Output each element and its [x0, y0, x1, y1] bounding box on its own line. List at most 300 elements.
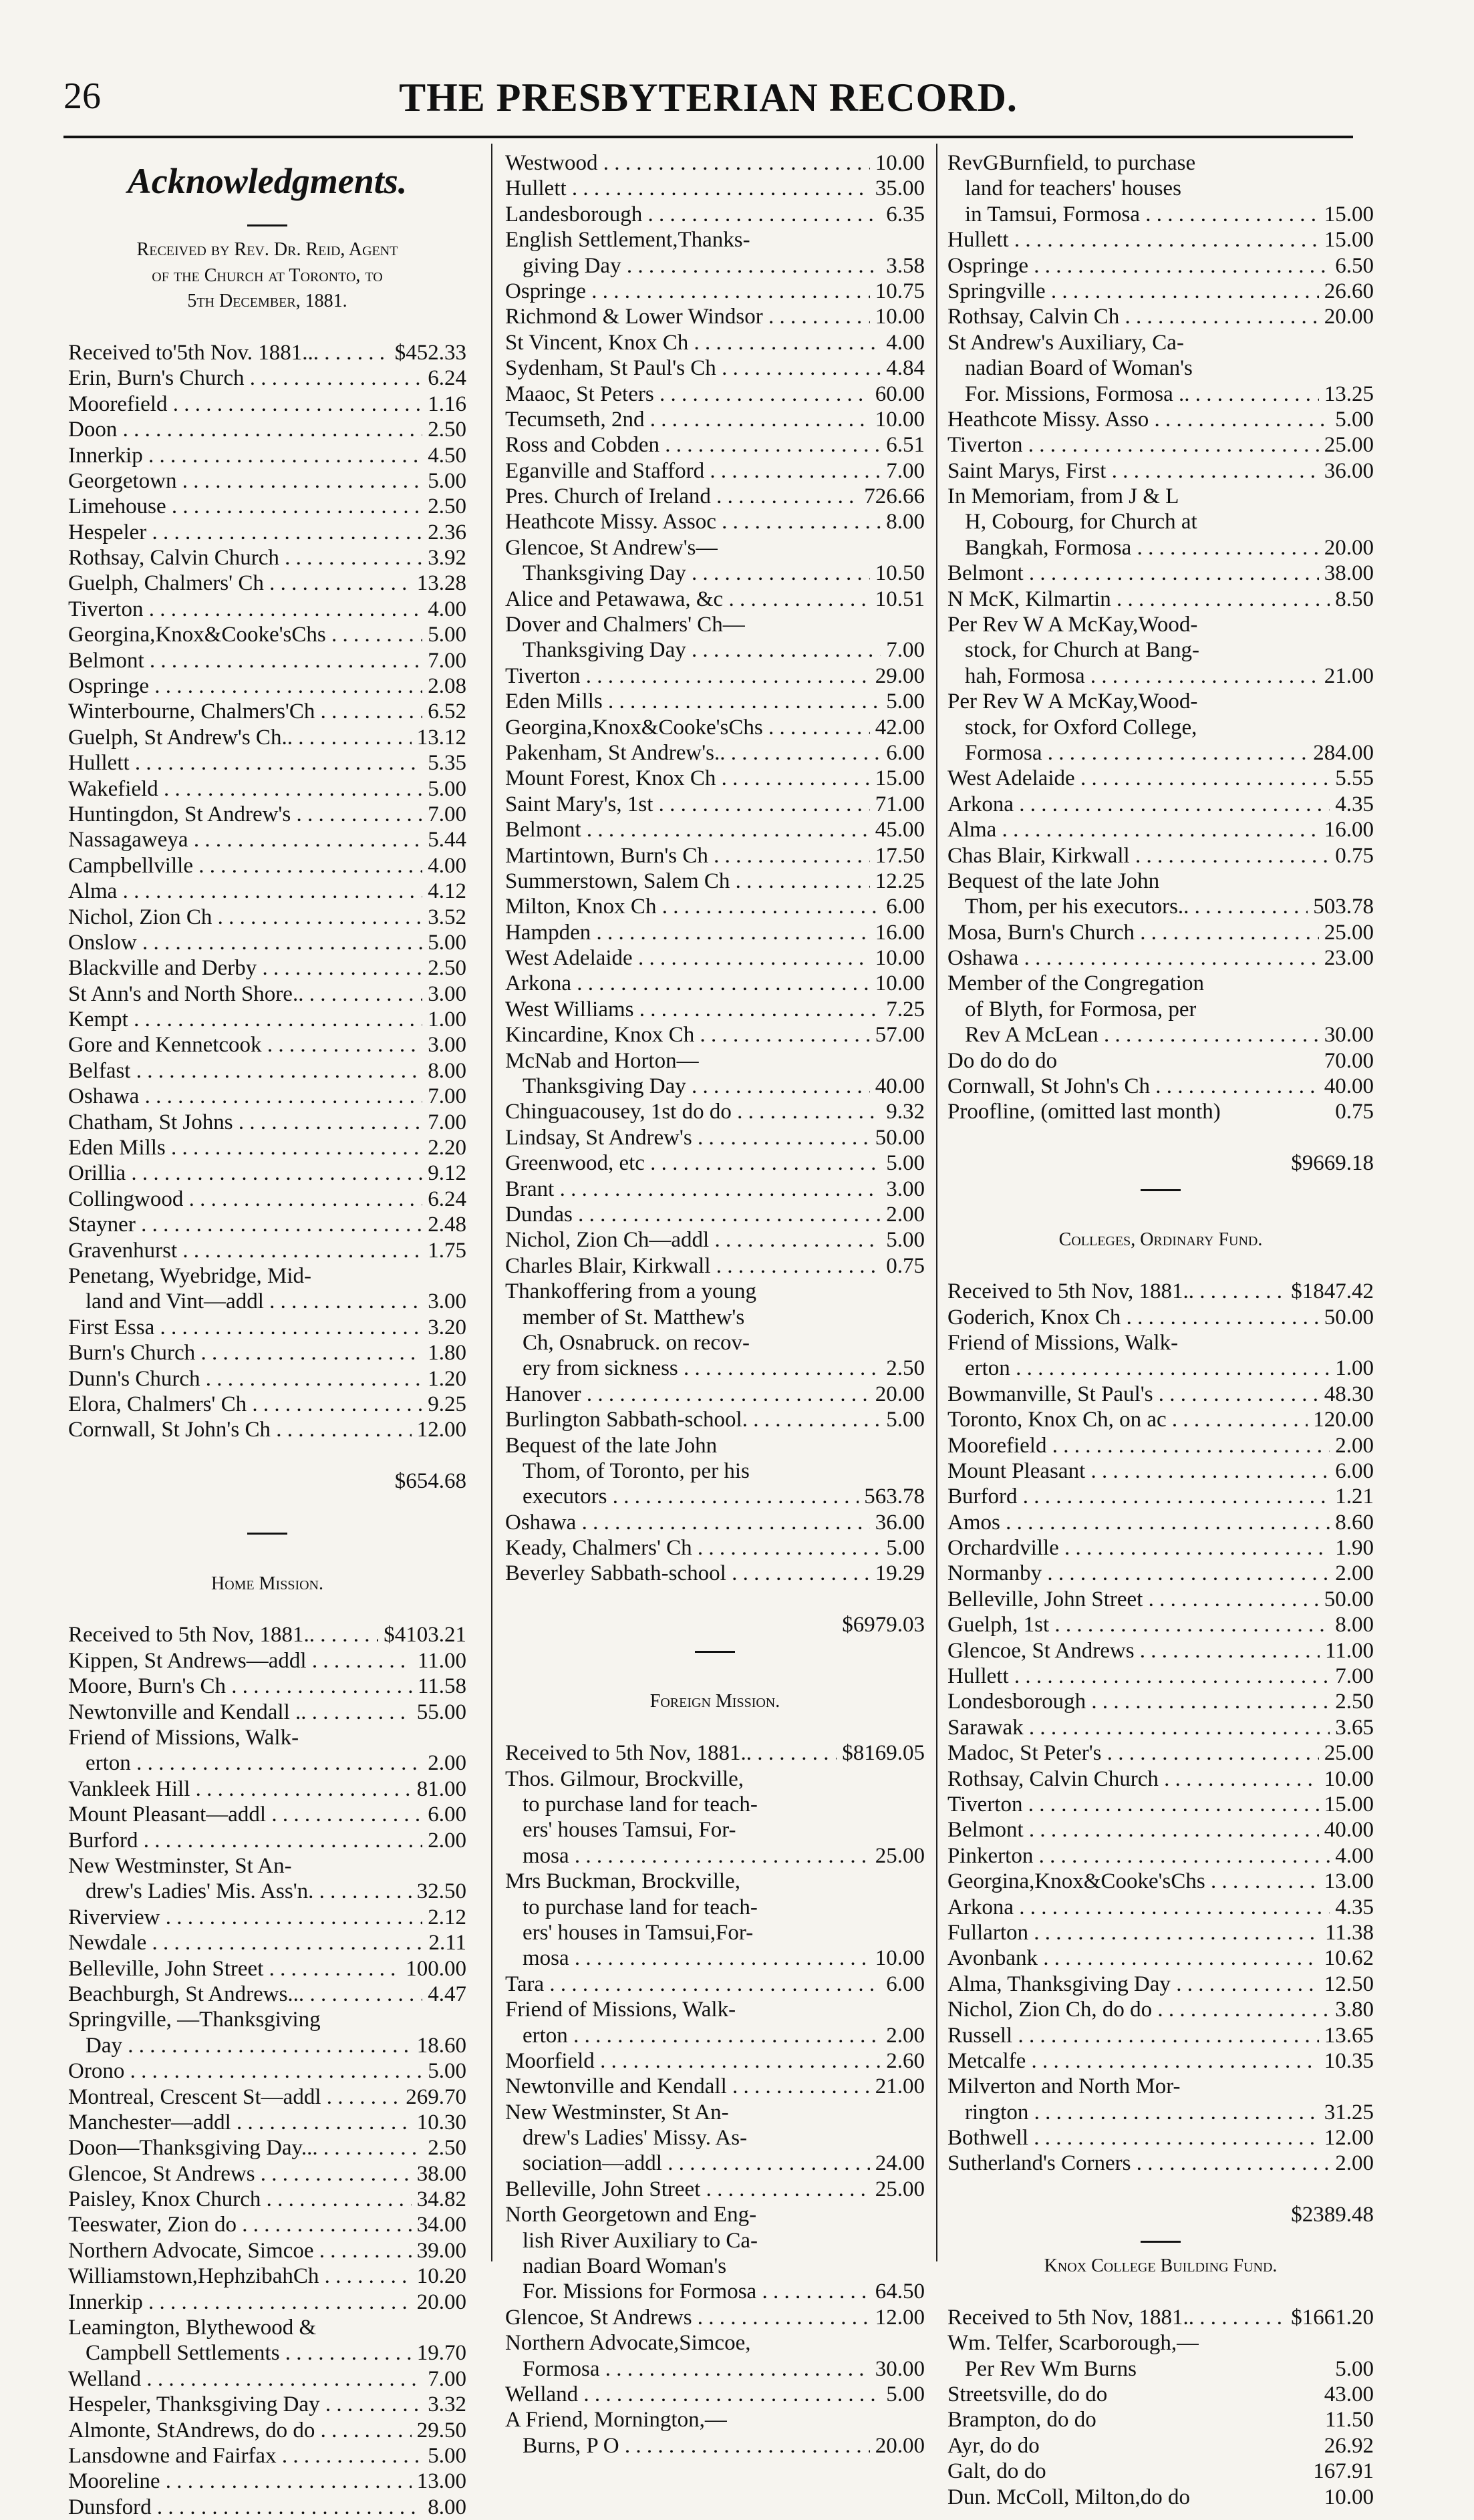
list-item — [505, 2048, 925, 2074]
item-label: Doon—Thanksgiving Day... . . . — [68, 2135, 422, 2161]
item-amount: 10.00 — [1324, 2485, 1374, 2509]
list-item — [505, 2356, 925, 2382]
item-amount: 64.50 — [875, 2279, 925, 2304]
item-amount: 5.35 — [428, 751, 466, 776]
item-amount: 2.00 — [886, 1203, 925, 1227]
item-label: Saint Marys, First . . . — [947, 458, 1319, 484]
item-amount: 5.00 — [428, 776, 466, 801]
list-item — [505, 2202, 925, 2227]
item-amount: 12.50 — [1324, 1972, 1374, 1996]
item-label: Arkona . . . — [947, 1895, 1330, 1920]
list-item — [68, 1750, 466, 1776]
list-item — [505, 535, 925, 561]
item-label: Ch, Osnabruck. on recov- — [523, 1330, 750, 1355]
item-amount: 23.00 — [1324, 946, 1374, 971]
divider — [947, 1176, 1374, 1202]
list-item — [947, 1945, 1374, 1971]
item-amount: 0.75 — [886, 1253, 925, 1278]
list-item — [947, 2023, 1374, 2048]
item-amount: 20.00 — [875, 2433, 925, 2458]
list-item — [505, 1407, 925, 1432]
item-amount: 20.00 — [1324, 535, 1374, 560]
item-amount: 269.70 — [406, 2084, 466, 2109]
list-item — [505, 1382, 925, 1407]
item-amount: 8.00 — [428, 2495, 466, 2519]
item-label: Day . . . — [86, 2033, 412, 2058]
item-amount: 7.00 — [1335, 1664, 1374, 1689]
item-label: Kincardine, Knox Ch . . . — [505, 1022, 870, 1048]
list-item — [947, 227, 1374, 253]
list-item — [947, 1587, 1374, 1612]
item-label: in Tamsui, Formosa . . . — [965, 202, 1319, 227]
list-item — [947, 2433, 1374, 2459]
spacer — [505, 1587, 925, 1612]
item-label: Sydenham, St Paul's Ch . . . — [505, 355, 881, 381]
spacer — [68, 1494, 466, 1520]
item-label: Eden Mills . . . — [68, 1135, 422, 1160]
list-item — [505, 202, 925, 227]
list-item — [947, 432, 1374, 458]
item-label: lish River Auxiliary to Ca- — [523, 2228, 758, 2253]
item-amount: 503.78 — [1313, 895, 1374, 919]
item-label: mosa . . . — [523, 1945, 870, 1971]
list-item — [947, 1792, 1374, 1817]
item-label: In Memoriam, from J & L — [947, 484, 1179, 509]
item-label: Moore, Burn's Ch . . . — [68, 1674, 412, 1699]
list-item — [68, 597, 466, 622]
item-label: Chinguacousey, 1st do do . . . — [505, 1099, 881, 1124]
item-amount: 10.50 — [875, 561, 925, 586]
item-label: Maaoc, St Peters . . . — [505, 381, 870, 407]
item-label: RevGBurnfield, to purchase — [947, 150, 1196, 175]
section-heading: Received by Rev. Dr. Reid, Agent — [136, 239, 398, 261]
section-heading: of the Church at Toronto, to — [152, 265, 383, 286]
item-label: Mount Pleasant . . . — [947, 1458, 1330, 1484]
item-label: Northern Advocate,Simcoe, — [505, 2331, 751, 2356]
item-label: Bequest of the late John — [947, 869, 1160, 893]
item-amount: 1.20 — [428, 1366, 466, 1391]
item-amount: 40.00 — [1324, 1074, 1374, 1099]
list-item — [68, 1725, 466, 1750]
item-amount: 2.50 — [428, 418, 466, 442]
item-amount: 726.66 — [864, 484, 925, 509]
item-label: Friend of Missions, Walk- — [68, 1726, 299, 1750]
item-amount: 21.00 — [875, 2074, 925, 2099]
item-amount: 12.25 — [875, 869, 925, 893]
list-item — [505, 150, 925, 176]
list-item — [947, 663, 1374, 689]
item-amount: 7.00 — [428, 648, 466, 673]
list-item — [68, 2033, 466, 2058]
item-label: Gravenhurst . . . — [68, 1238, 422, 1263]
list-item — [68, 1905, 466, 1930]
item-amount: 8.00 — [886, 510, 925, 534]
item-label: N McK, Kilmartin . . . — [947, 587, 1330, 612]
item-label: Thos. Gilmour, Brockville, — [505, 1766, 744, 1791]
item-label: Thom, per his executors.. . . . — [965, 894, 1308, 919]
list-item — [68, 2007, 466, 2032]
item-label: Received to'5th Nov. 1881... . . . — [68, 340, 390, 365]
item-amount: 7.00 — [886, 458, 925, 483]
item-label: Rothsay, Calvin Ch . . . — [947, 304, 1319, 329]
list-item — [505, 2305, 925, 2330]
spacer — [947, 1202, 1374, 1227]
list-item — [947, 407, 1374, 432]
list-item — [68, 520, 466, 545]
section-heading: 5th December, 1881. — [187, 291, 347, 312]
section-total: $654.68 — [394, 1469, 466, 1494]
item-amount: 5.00 — [886, 2382, 925, 2406]
item-label: Received to 5th Nov, 1881.. . . . — [947, 1279, 1286, 1304]
item-amount: 13.25 — [1324, 381, 1374, 406]
item-amount: 19.70 — [416, 2341, 466, 2366]
item-label: Innerkip . . . — [68, 2290, 412, 2315]
item-amount: 50.00 — [1324, 1587, 1374, 1611]
item-label: Avonbank . . . — [947, 1945, 1319, 1971]
list-item — [505, 971, 925, 997]
item-label: stock, for Oxford College, — [965, 715, 1197, 740]
item-amount: 18.60 — [416, 2033, 466, 2058]
item-label: Penetang, Wyebridge, Mid- — [68, 1264, 311, 1288]
list-item — [505, 330, 925, 355]
item-amount: 12.00 — [416, 1418, 466, 1442]
item-amount: 10.20 — [416, 2264, 466, 2289]
item-label: Vankleek Hill . . . — [68, 1776, 412, 1802]
item-label: ery from sickness . . . — [523, 1356, 881, 1381]
column-3 — [947, 150, 1374, 2510]
item-amount: 100.00 — [406, 1956, 466, 1981]
item-label: Keady, Chalmers' Ch . . . — [505, 1535, 881, 1561]
item-amount: 4.00 — [1335, 1843, 1374, 1868]
item-amount: 6.00 — [886, 1972, 925, 1996]
item-label: Chatham, St Johns . . . — [68, 1110, 422, 1135]
item-amount: 10.00 — [1324, 1766, 1374, 1791]
item-amount: 7.00 — [886, 638, 925, 663]
list-item — [505, 1253, 925, 1279]
list-item — [68, 2110, 466, 2135]
section-total: $6979.03 — [842, 1613, 925, 1637]
item-label: Erin, Burn's Church . . . — [68, 365, 422, 391]
list-item — [68, 750, 466, 776]
item-amount: 26.92 — [1324, 2433, 1374, 2458]
list-item — [505, 227, 925, 253]
item-amount: 3.00 — [428, 981, 466, 1006]
list-item — [505, 1150, 925, 1176]
item-label: Ospringe . . . — [68, 673, 422, 699]
list-item — [505, 1535, 925, 1561]
item-amount: 10.00 — [875, 1946, 925, 1971]
item-amount: 10.75 — [875, 279, 925, 303]
item-amount: 2.60 — [886, 2048, 925, 2073]
item-label: Newdale . . . — [68, 1930, 423, 1955]
list-item — [505, 304, 925, 329]
item-amount: 29.00 — [875, 663, 925, 688]
item-amount: 13.00 — [1324, 1869, 1374, 1894]
list-item — [505, 1766, 925, 1792]
list-item — [68, 802, 466, 827]
list-item — [947, 1382, 1374, 1407]
list-item — [505, 1920, 925, 1945]
list-item — [505, 1458, 925, 1484]
item-amount: 5.00 — [1335, 407, 1374, 432]
item-amount: 9.25 — [428, 1392, 466, 1416]
item-label: land for teachers' houses — [965, 176, 1181, 201]
item-label: Sarawak . . . — [947, 1715, 1330, 1740]
item-amount: 284.00 — [1313, 740, 1374, 765]
list-item — [68, 2392, 466, 2417]
list-item — [947, 484, 1374, 509]
item-amount: 9.12 — [428, 1161, 466, 1186]
item-label: Burlington Sabbath-school. . . . — [505, 1407, 881, 1432]
item-amount: $452.33 — [394, 340, 466, 365]
list-item — [68, 2187, 466, 2212]
item-label: Formosa . . . — [523, 2356, 870, 2382]
item-amount: 5.00 — [886, 689, 925, 714]
item-amount: 45.00 — [875, 818, 925, 842]
list-item — [505, 1202, 925, 1227]
list-item — [505, 1048, 925, 1074]
list-item — [68, 2469, 466, 2494]
item-amount: 55.00 — [416, 1700, 466, 1724]
list-item — [947, 1561, 1374, 1586]
list-item — [505, 2125, 925, 2151]
list-item — [505, 1433, 925, 1458]
item-amount: 2.00 — [428, 1828, 466, 1853]
list-item — [947, 766, 1374, 791]
item-label: Amos . . . — [947, 1510, 1330, 1535]
item-label: Nassagaweya . . . — [68, 827, 422, 852]
item-label: Kempt . . . — [68, 1007, 422, 1032]
list-item — [947, 945, 1374, 971]
item-amount: 3.00 — [886, 1176, 925, 1201]
item-label: sociation—addl . . . — [523, 2151, 870, 2176]
item-label: Milverton and North Mor- — [947, 2074, 1181, 2099]
item-label: of Blyth, for Formosa, per — [965, 997, 1197, 1021]
item-amount: 3.00 — [428, 1033, 466, 1058]
list-item — [947, 971, 1374, 997]
item-amount: 7.00 — [428, 1110, 466, 1134]
item-label: Dun. McColl, Milton,do do — [947, 2485, 1191, 2509]
list-item — [68, 1366, 466, 1392]
item-label: Belleville, John Street . . . — [505, 2177, 870, 2202]
item-amount: 60.00 — [875, 381, 925, 406]
item-amount: 3.00 — [428, 1289, 466, 1314]
item-label: Hespeler, Thanksgiving Day . . . — [68, 2392, 422, 2417]
list-item — [68, 2418, 466, 2443]
list-item — [505, 1740, 925, 1766]
list-item — [68, 1238, 466, 1263]
column-divider — [936, 144, 937, 2261]
item-amount: 5.00 — [1335, 2356, 1374, 2381]
item-label: Eden Mills . . . — [505, 689, 881, 714]
item-label: Do do do do — [947, 1048, 1058, 1073]
item-amount: 4.00 — [886, 330, 925, 355]
item-amount: 5.00 — [886, 1536, 925, 1561]
list-item — [947, 150, 1374, 176]
item-amount: 0.75 — [1335, 1100, 1374, 1124]
item-amount: 1.90 — [1335, 1536, 1374, 1561]
item-label: Brampton, do do — [947, 2408, 1096, 2432]
list-item — [68, 1058, 466, 1084]
item-amount: 4.35 — [1335, 1895, 1374, 1919]
list-item — [947, 458, 1374, 484]
item-amount: 36.00 — [1324, 458, 1374, 483]
item-amount: 17.50 — [875, 843, 925, 868]
item-label: Orono . . . — [68, 2058, 422, 2084]
item-label: Glencoe, St Andrews . . . — [505, 2305, 870, 2330]
item-label: Per Rev W A McKay,Wood- — [947, 689, 1198, 714]
list-item — [505, 894, 925, 919]
item-amount: 34.82 — [416, 2187, 466, 2212]
list-item — [505, 715, 925, 740]
list-item — [68, 2238, 466, 2263]
item-label: Oshawa . . . — [505, 1510, 870, 1535]
item-label: Belleville, John Street . . . — [947, 1587, 1319, 1612]
item-amount: 8.60 — [1335, 1510, 1374, 1535]
item-amount: 15.00 — [1324, 1792, 1374, 1817]
item-label: Bothwell . . . — [947, 2125, 1319, 2151]
item-amount: 9.32 — [886, 1100, 925, 1124]
item-amount: 10.35 — [1324, 2048, 1374, 2073]
list-item — [947, 561, 1374, 586]
item-label: Londesborough . . . — [947, 1689, 1330, 1714]
list-item — [947, 202, 1374, 227]
item-amount: 0.75 — [1335, 843, 1374, 868]
item-label: St Andrew's Auxiliary, Ca- — [947, 330, 1184, 355]
list-item — [505, 2177, 925, 2202]
item-label: Brant . . . — [505, 1176, 881, 1202]
list-item — [505, 1227, 925, 1253]
item-amount: 42.00 — [875, 715, 925, 740]
item-amount: 81.00 — [416, 1776, 466, 1801]
list-item — [947, 1099, 1374, 1124]
list-item — [947, 253, 1374, 279]
item-label: Paisley, Knox Church . . . — [68, 2187, 412, 2212]
item-label: Georgina,Knox&Cooke'sChs . . . — [505, 715, 870, 740]
list-item — [505, 766, 925, 791]
list-item — [68, 725, 466, 750]
list-item — [68, 1648, 466, 1674]
item-label: Limehouse . . . — [68, 494, 422, 519]
item-label: Tecumseth, 2nd . . . — [505, 407, 870, 432]
item-label: Bowmanville, St Paul's . . . — [947, 1382, 1319, 1407]
item-label: Burford . . . — [947, 1484, 1330, 1509]
list-item — [947, 1433, 1374, 1458]
item-amount: 21.00 — [1324, 663, 1374, 688]
item-amount: 3.92 — [428, 546, 466, 571]
item-label: Ayr, do do — [947, 2433, 1040, 2458]
item-amount: 38.00 — [416, 2161, 466, 2186]
item-amount: 5.00 — [428, 2059, 466, 2084]
list-item — [68, 1622, 466, 1647]
item-label: Ospringe . . . — [505, 279, 870, 304]
list-item — [505, 1279, 925, 1304]
list-item — [947, 1510, 1374, 1535]
item-amount: 2.00 — [1335, 1561, 1374, 1586]
divider — [68, 212, 466, 237]
item-label: Georgina,Knox&Cooke'sChs . . . — [68, 622, 422, 647]
item-label: H, Cobourg, for Church at — [965, 510, 1197, 534]
spacer — [505, 1664, 925, 1689]
list-item — [505, 1074, 925, 1099]
item-label: Fullarton . . . — [947, 1920, 1320, 1945]
item-label: Galt, do do — [947, 2459, 1046, 2484]
item-label: executors . . . — [523, 1484, 859, 1509]
item-amount: 36.00 — [875, 1510, 925, 1535]
list-item — [68, 417, 466, 442]
item-label: Springville, —Thanksgiving — [68, 2008, 321, 2032]
item-label: Formosa . . . — [965, 740, 1308, 766]
item-amount: 11.00 — [1324, 1638, 1374, 1663]
list-item — [947, 2485, 1374, 2510]
item-label: Belfast . . . — [68, 1058, 422, 1084]
item-label: land and Vint—addl . . . — [86, 1289, 422, 1314]
list-item — [68, 853, 466, 879]
list-item — [68, 622, 466, 647]
item-amount: 40.00 — [1324, 1818, 1374, 1843]
item-label: Williamstown,HephzibahCh . . . — [68, 2263, 412, 2289]
item-label: Normanby . . . — [947, 1561, 1330, 1586]
list-item — [68, 1187, 466, 1212]
list-item — [505, 1561, 925, 1586]
list-item — [947, 920, 1374, 945]
item-amount: 3.52 — [428, 905, 466, 929]
item-amount: 11.58 — [417, 1674, 466, 1699]
item-label: Burford . . . — [68, 1828, 422, 1853]
item-label: Bangkah, Formosa . . . — [965, 535, 1319, 561]
item-label: Guelph, St Andrew's Ch.. . . . — [68, 725, 412, 750]
list-item — [68, 1828, 466, 1853]
item-amount: 4.47 — [428, 1982, 466, 2006]
list-item — [68, 2495, 466, 2520]
list-item — [947, 1074, 1374, 1099]
item-label: Alma . . . — [68, 879, 422, 904]
item-amount: 40.00 — [875, 1074, 925, 1099]
item-label: Thanksgiving Day . . . — [523, 561, 870, 586]
item-amount: 39.00 — [416, 2238, 466, 2263]
item-label: Kippen, St Andrews—addl . . . — [68, 1648, 412, 1674]
item-label: Streetsville, do do — [947, 2382, 1108, 2406]
list-item — [68, 1340, 466, 1366]
item-amount: 26.60 — [1324, 279, 1374, 303]
list-item — [68, 468, 466, 494]
item-amount: 7.00 — [428, 1084, 466, 1109]
item-label: hah, Formosa . . . — [965, 663, 1319, 689]
item-amount: 8.50 — [1335, 587, 1374, 611]
item-amount: 10.00 — [875, 407, 925, 432]
item-label: Nichol, Zion Ch . . . — [68, 905, 422, 930]
item-amount: 10.62 — [1324, 1946, 1374, 1971]
list-item — [505, 612, 925, 637]
list-item — [505, 1972, 925, 1997]
item-label: Oshawa . . . — [947, 945, 1319, 971]
item-label: Northern Advocate, Simcoe . . . — [68, 2238, 412, 2263]
page-number: 26 — [63, 75, 101, 117]
item-amount: 7.25 — [886, 997, 925, 1021]
item-amount: 25.00 — [1324, 920, 1374, 945]
list-item — [505, 279, 925, 304]
list-item — [68, 1033, 466, 1058]
item-label: mosa . . . — [523, 1843, 870, 1869]
item-label: Goderich, Knox Ch . . . — [947, 1305, 1319, 1330]
item-label: Moorfield . . . — [505, 2048, 881, 2074]
item-label: drew's Ladies' Mis. Ass'n. . . . — [86, 1879, 412, 1904]
item-amount: 16.00 — [875, 920, 925, 945]
item-amount: 15.00 — [875, 766, 925, 791]
item-amount: 10.00 — [875, 946, 925, 971]
section-heading: Knox College Building Fund. — [1044, 2255, 1278, 2277]
list-item — [68, 1084, 466, 1109]
